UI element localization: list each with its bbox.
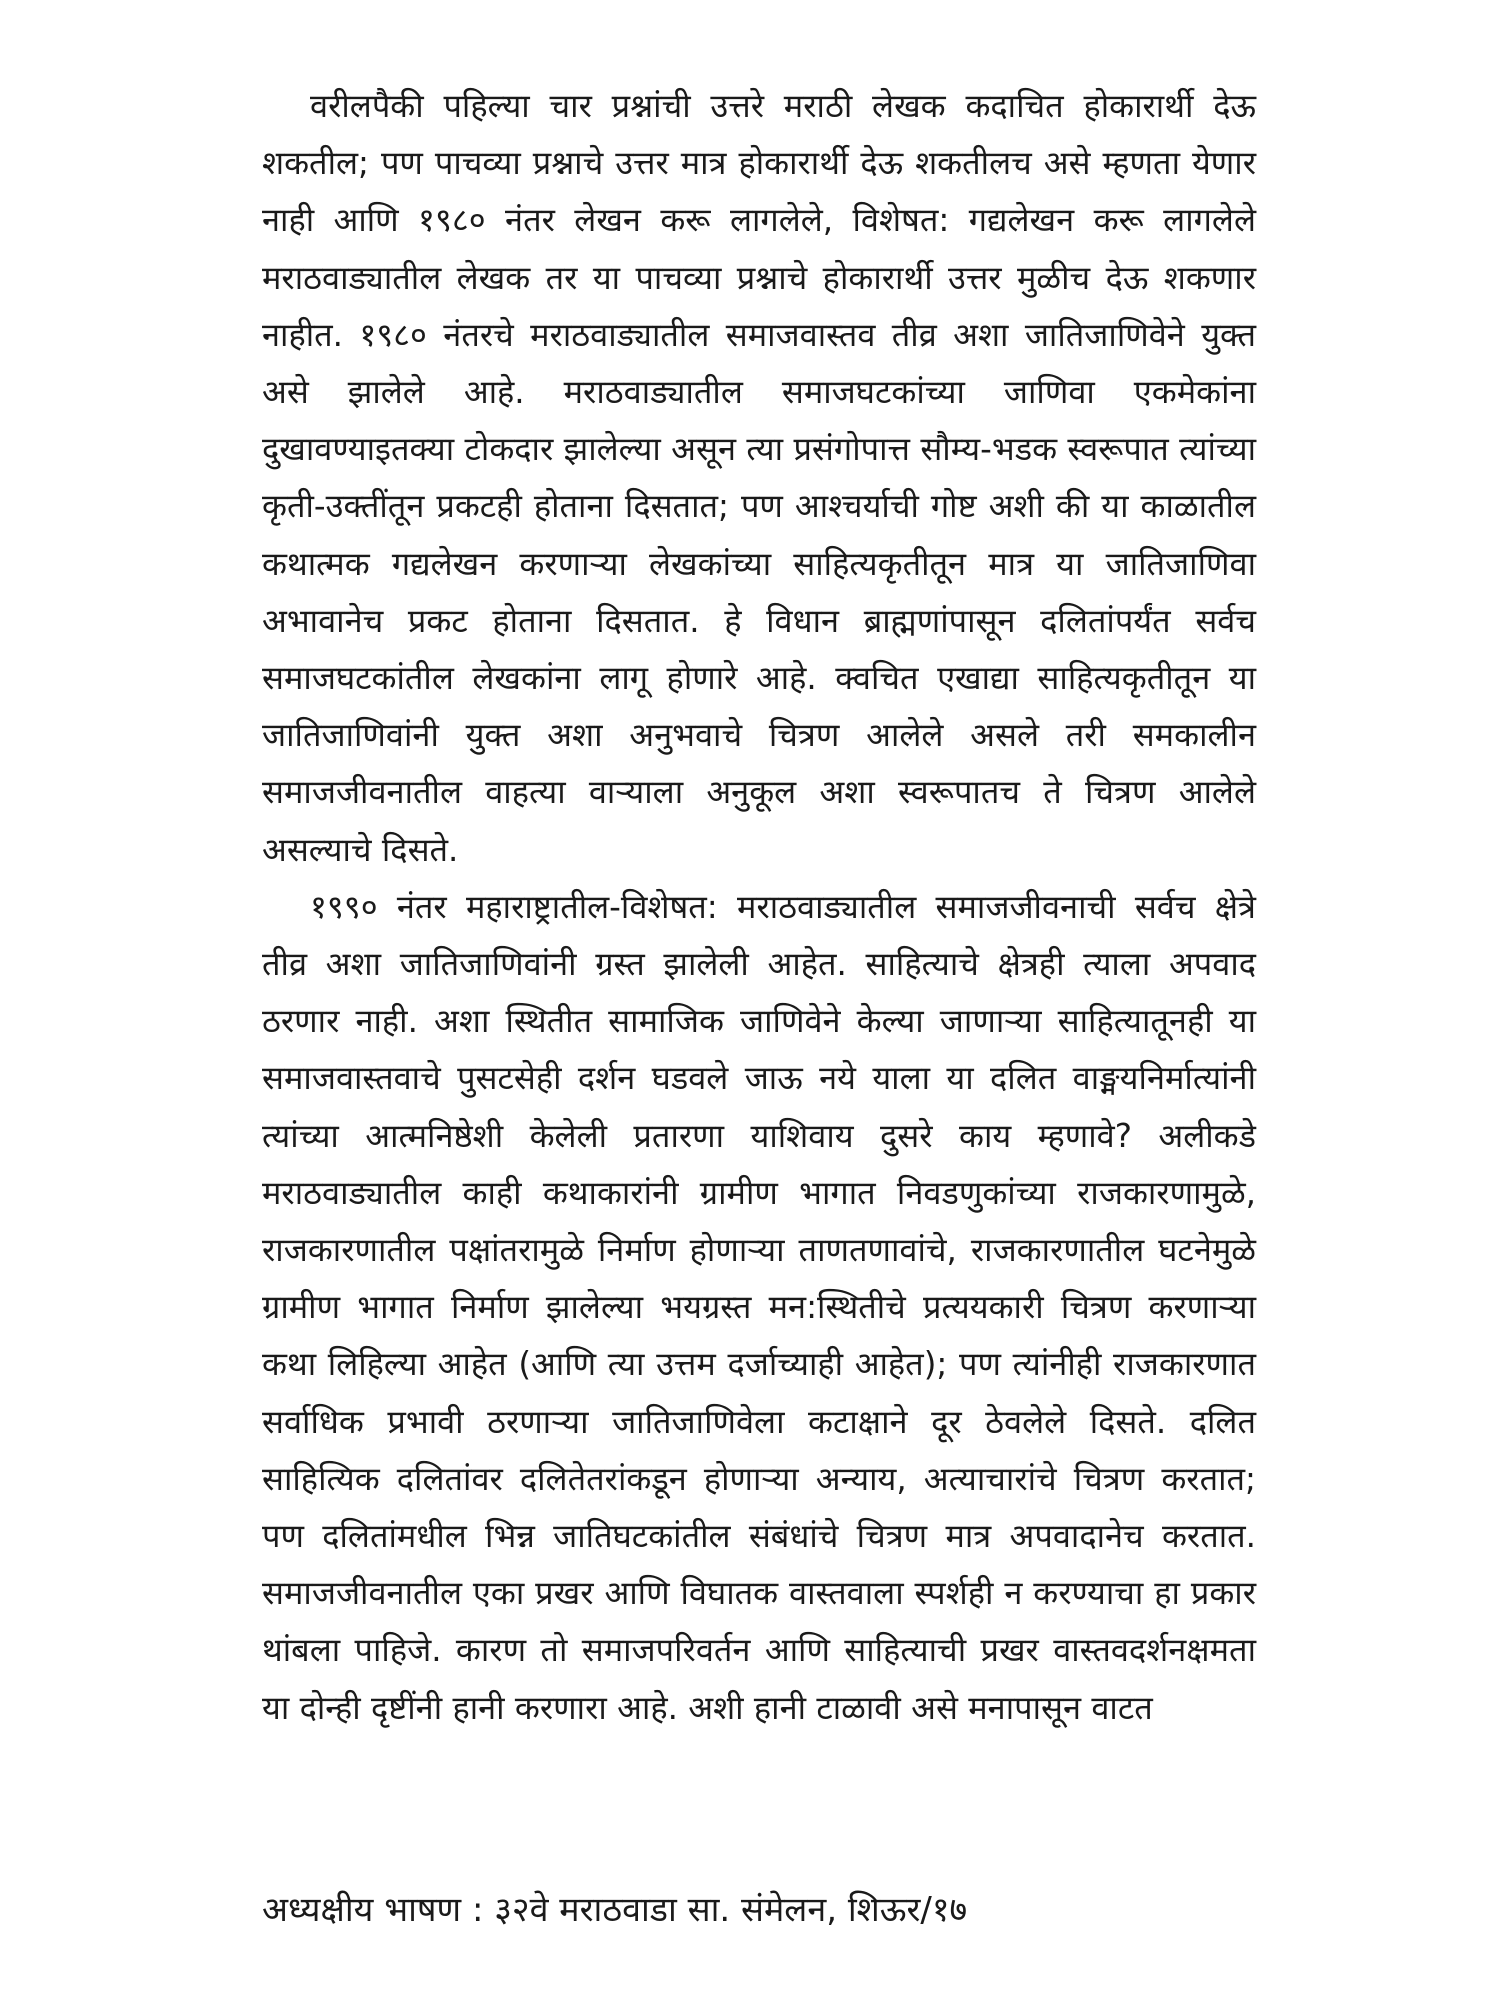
page-footer: अध्यक्षीय भाषण : ३२वे मराठवाडा सा. संमेलन, शिऊर/१७ bbox=[262, 1890, 968, 1930]
paragraph-1: वरीलपैकी पहिल्या चार प्रश्नांची उत्तरे मराठी लेखक कदाचित होकारार्थी देऊ शकतील; पण पाचव्या प्रश्नाचे उत्तर मात्र होकारार्थी देऊ शकतीलच असे म्हणता येणार नाही आणि १९८० नंतर लेखन करू लागलेले, विशेषत: गद्यलेखन करू लागलेले मराठवाड्यातील लेखक तर या पाचव्या प्रश्नाचे होकारार्थी उत्तर मुळीच देऊ शकणार नाहीत. १९८० नंतरचे मराठवाड्यातील समाजवास्तव तीव्र अशा जातिजाणिवेने युक्त असे झालेले आहे. मराठवाड्यातील समाजघटकांच्या जाणिवा एकमेकांना दुखावण्याइतक्या टोकदार झालेल्या असून त्या प्रसंगोपात्त सौम्य-भडक स्वरूपात त्यांच्या कृती-उक्तींतून प्रकटही होताना दिसतात; पण आश्चर्याची गोष्ट अशी की या काळातील कथात्मक गद्यलेखन करणाऱ्या लेखकांच्या साहित्यकृतीतून मात्र या जातिजाणिवा अभावानेच प्रकट होताना दिसतात. हे विधान ब्राह्मणांपासून दलितांपर्यंत सर्वच समाजघटकांतील लेखकांना लागू होणारे आहे. क्वचित एखाद्या साहित्यकृतीतून या जातिजाणिवांनी युक्त अशा अनुभवाचे चित्रण आलेले असले तरी समकालीन समाजजीवनातील वाहत्या वाऱ्याला अनुकूल अशा स्वरूपातच ते चित्रण आलेले असल्याचे दिसते. bbox=[262, 87, 1256, 869]
paragraph-2: १९९० नंतर महाराष्ट्रातील-विशेषत: मराठवाड्यातील समाजजीवनाची सर्वच क्षेत्रे तीव्र अशा जातिजाणिवांनी ग्रस्त झालेली आहेत. साहित्याचे क्षेत्रही त्याला अपवाद ठरणार नाही. अशा स्थितीत सामाजिक जाणिवेने केल्या जाणाऱ्या साहित्यातूनही या समाजवास्तवाचे पुसटसेही दर्शन घडवले जाऊ नये याला या दलित वाङ्मयनिर्मात्यांनी त्यांच्या आत्मनिष्ठेशी केलेली प्रतारणा याशिवाय दुसरे काय म्हणावे? अलीकडे मराठवाड्यातील काही कथाकारांनी ग्रामीण भागात निवडणुकांच्या राजकारणामुळे, राजकारणातील पक्षांतरामुळे निर्माण होणाऱ्या ताणतणावांचे, राजकारणातील घटनेमुळे ग्रामीण भागात निर्माण झालेल्या भयग्रस्त मन:स्थितीचे प्रत्ययकारी चित्रण करणाऱ्या कथा लिहिल्या आहेत (आणि त्या उत्तम दर्जाच्याही आहेत); पण त्यांनीही राजकारणात सर्वाधिक प्रभावी ठरणाऱ्या जातिजाणिवेला कटाक्षाने दूर ठेवलेले दिसते. दलित साहित्यिक दलितांवर दलितेतरांकडून होणाऱ्या अन्याय, अत्याचारांचे चित्रण करतात; पण दलितांमधील भिन्न जातिघटकांतील संबंधांचे चित्रण मात्र अपवादानेच करतात. समाजजीवनातील एका प्रखर आणि विघातक वास्तवाला स्पर्शही न करण्याचा हा प्रकार थांबला पाहिजे. कारण तो समाजपरिवर्तन आणि साहित्याची प्रखर वास्तवदर्शनक्षमता या दोन्ही दृष्टींनी हानी करणारा आहे. अशी हानी टाळावी असे मनापासून वाटत bbox=[262, 887, 1256, 1727]
body-text bbox=[262, 78, 1256, 1737]
